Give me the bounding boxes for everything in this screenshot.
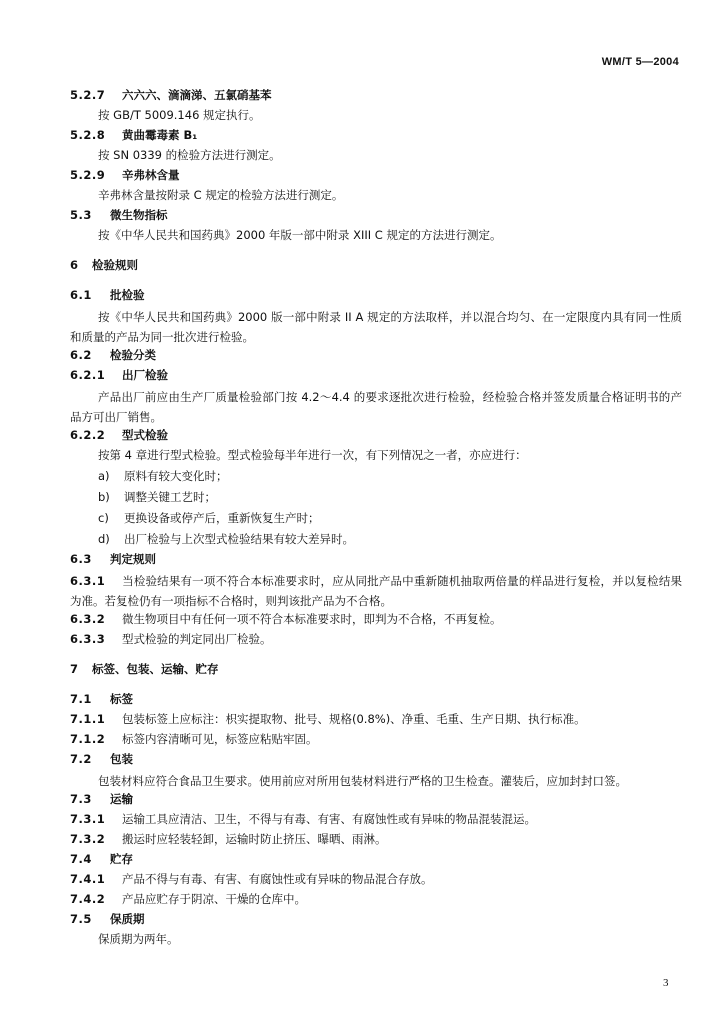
section-text: 产品不得与有毒、有害、有腐蚀性或有异味的物品混合存放。 (122, 872, 433, 886)
section-title: 黄曲霉毒素 B₁ (122, 128, 198, 142)
section-6-2-2-heading (70, 427, 690, 447)
section-number: 6.1 (70, 288, 92, 302)
list-item (70, 468, 690, 489)
section-title: 运输 (110, 792, 133, 806)
section-6-1-text: 按《中华人民共和国药典》2000 版一部中附录 II A 规定的方法取样，并以混合均匀、在一定限度内具有同一性质和质量的产品为同一批次进行检验。 (70, 310, 682, 344)
section-number: 7.4 (70, 852, 92, 866)
section-number: 5.2.9 (70, 168, 106, 182)
section-text: 搬运时应轻装轻卸，运输时防止挤压、曝晒、雨淋。 (122, 832, 387, 846)
section-7-3-2-text (70, 831, 690, 851)
section-number: 5.2.8 (70, 128, 106, 142)
chapter-title: 检验规则 (92, 258, 138, 272)
section-title: 贮存 (110, 852, 133, 866)
section-text: 标签内容清晰可见，标签应粘贴牢固。 (122, 732, 318, 746)
list-item-label: a) (98, 469, 110, 483)
section-5-2-8-text: 按 SN 0339 的检验方法进行测定。 (98, 148, 281, 162)
section-6-3-2-text (70, 611, 690, 631)
list-item-text: 原料有较大变化时； (124, 469, 228, 483)
document-code: WM/T 5—2004 (601, 56, 679, 68)
section-6-3-1-text (70, 571, 682, 611)
section-title: 出厂检验 (122, 368, 168, 382)
list-item-label: d) (98, 532, 110, 546)
section-7-1-1-text (70, 711, 690, 731)
section-5-2-7-text: 按 GB/T 5009.146 规定执行。 (98, 108, 261, 122)
list-item-text: 出厂检验与上次型式检验结果有较大差异时。 (124, 532, 354, 546)
section-text: 包装标签上应标注：枳实提取物、批号、规格(0.8%)、净重、毛重、生产日期、执行标准。 (122, 712, 586, 726)
section-7-2-text: 包装材料应符合食品卫生要求。使用前应对所用包装材料进行严格的卫生检查。灌装后，应加封封口签。 (98, 774, 627, 788)
section-number: 7.4.2 (70, 892, 106, 906)
chapter-number: 7 (70, 662, 79, 676)
section-number: 6.2.1 (70, 368, 106, 382)
section-number: 6.2 (70, 348, 92, 362)
section-6-2-heading (70, 347, 690, 367)
section-number: 7.1.1 (70, 712, 106, 726)
section-7-3-heading (70, 791, 690, 811)
list-item-label: b) (98, 490, 110, 504)
section-title: 标签 (110, 692, 133, 706)
section-7-5-text: 保质期为两年。 (98, 932, 179, 946)
section-6-3-heading (70, 551, 690, 571)
section-text: 型式检验的判定同出厂检验。 (122, 632, 272, 646)
section-5-3-heading (70, 207, 690, 227)
section-title: 辛弗林含量 (122, 168, 180, 182)
section-6-3-3-text (70, 631, 690, 661)
list-item (70, 489, 690, 510)
section-title: 判定规则 (110, 552, 156, 566)
chapter-7-heading (70, 661, 690, 691)
chapter-title: 标签、包装、运输、贮存 (92, 662, 219, 676)
section-7-1-heading (70, 691, 690, 711)
section-number: 7.3.1 (70, 812, 106, 826)
section-title: 包装 (110, 752, 133, 766)
chapter-number: 6 (70, 258, 79, 272)
section-number: 7.1 (70, 692, 92, 706)
list-item (70, 510, 690, 531)
section-number: 7.2 (70, 752, 92, 766)
list-item-label: c) (98, 511, 109, 525)
section-title: 检验分类 (110, 348, 156, 362)
section-text: 微生物项目中有任何一项不符合本标准要求时，即判为不合格，不再复检。 (122, 612, 502, 626)
section-6-2-1-text: 产品出厂前应由生产厂质量检验部门按 4.2～4.4 的要求逐批次进行检验，经检验合格并签发质量合格证明书的产品方可出厂销售。 (70, 390, 682, 424)
section-5-2-7-heading (70, 87, 690, 107)
section-number: 7.3.2 (70, 832, 106, 846)
section-7-1-2-text (70, 731, 690, 751)
chapter-6-heading (70, 257, 690, 287)
section-number: 6.3.2 (70, 612, 106, 626)
section-6-2-2-text: 按第 4 章进行型式检验。型式检验每半年进行一次，有下列情况之一者，亦应进行： (98, 448, 527, 462)
section-6-1-heading (70, 287, 690, 307)
section-7-4-1-text (70, 871, 690, 891)
section-7-4-2-text (70, 891, 690, 911)
section-title: 保质期 (110, 912, 145, 926)
section-text: 当检验结果有一项不符合本标准要求时，应从同批产品中重新随机抽取两倍量的样品进行复检，并以复检结果为准。若复检仍有一项指标不合格时，则判该批产品为不合格。 (70, 574, 682, 608)
section-7-3-1-text (70, 811, 690, 831)
section-number: 5.3 (70, 208, 92, 222)
section-5-3-text: 按《中华人民共和国药典》2000 年版一部中附录 XIII C 规定的方法进行测定。 (98, 228, 502, 242)
section-title: 六六六、滴滴涕、五氯硝基苯 (122, 88, 272, 102)
section-title: 微生物指标 (110, 208, 168, 222)
section-7-2-heading (70, 751, 690, 771)
section-7-5-heading (70, 911, 690, 931)
section-number: 5.2.7 (70, 88, 106, 102)
section-text: 运输工具应清洁、卫生，不得与有毒、有害、有腐蚀性或有异味的物品混装混运。 (122, 812, 536, 826)
section-number: 7.3 (70, 792, 92, 806)
section-title: 型式检验 (122, 428, 168, 442)
section-number: 6.3 (70, 552, 92, 566)
section-5-2-8-heading (70, 127, 690, 147)
section-6-2-1-heading (70, 367, 690, 387)
section-number: 6.3.1 (70, 574, 106, 588)
section-number: 6.3.3 (70, 632, 106, 646)
list-item (70, 531, 690, 551)
section-5-2-9-text: 辛弗林含量按附录 C 规定的检验方法进行测定。 (98, 188, 344, 202)
document-body (70, 87, 690, 951)
section-text: 产品应贮存于阴凉、干燥的仓库中。 (122, 892, 306, 906)
section-title: 批检验 (110, 288, 145, 302)
section-number: 7.1.2 (70, 732, 106, 746)
section-number: 7.4.1 (70, 872, 106, 886)
page-number: 3 (663, 977, 669, 989)
section-5-2-9-heading (70, 167, 690, 187)
section-number: 6.2.2 (70, 428, 106, 442)
list-item-text: 调整关键工艺时； (124, 490, 216, 504)
section-7-4-heading (70, 851, 690, 871)
section-number: 7.5 (70, 912, 92, 926)
list-item-text: 更换设备或停产后，重新恢复生产时； (124, 511, 320, 525)
